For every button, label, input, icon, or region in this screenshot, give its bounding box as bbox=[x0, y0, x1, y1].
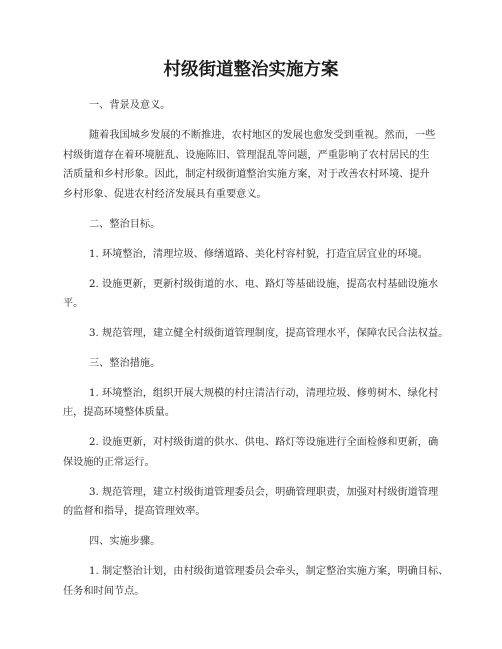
paragraph-line: 平。 bbox=[63, 298, 84, 309]
section-heading-goals: 二、整治目标。 bbox=[89, 219, 161, 230]
paragraph-line: 庄，提高环境整体质量。 bbox=[63, 407, 176, 418]
paragraph-line: 保设施的正常运行。 bbox=[63, 457, 155, 468]
paragraph-line: 1. 环境整治，清理垃圾、修缮道路、美化村容村貌，打造宜居宜业的环境。 bbox=[89, 249, 428, 260]
paragraph-line: 2. 设施更新，更新村级街道的水、电、路灯等基础设施，提高农村基础设施水 bbox=[89, 279, 439, 290]
paragraph-line: 1. 制定整治计划，由村级街道管理委员会牵头，制定整治实施方案，明确目标、 bbox=[89, 566, 449, 577]
paragraph-line: 乡村形象、促进农村经济发展具有重要意义。 bbox=[63, 189, 267, 200]
paragraph-line: 的监督和指导，提高管理效率。 bbox=[63, 506, 206, 517]
section-heading-measures: 三、整治措施。 bbox=[89, 358, 161, 369]
paragraph-line: 村级街道存在着环境脏乱、设施陈旧、管理混乱等问题，严重影响了农村居民的生 bbox=[63, 150, 430, 161]
paragraph-line: 任务和时间节点。 bbox=[63, 586, 145, 597]
document-title: 村级街道整治实施方案 bbox=[163, 60, 339, 80]
paragraph-line: 2. 设施更新，对村级街道的供水、供电、路灯等设施进行全面检修和更新，确 bbox=[89, 437, 439, 448]
paragraph-line: 3. 规范管理，建立健全村级街道管理制度，提高管理水平，保障农民合法权益。 bbox=[89, 328, 449, 339]
section-heading-background: 一、背景及意义。 bbox=[89, 100, 171, 111]
paragraph-line: 随着我国城乡发展的不断推进，农村地区的发展也愈发受到重视。然而，一些 bbox=[89, 130, 436, 141]
paragraph-line: 活质量和乡村形象。因此，制定村级街道整治实施方案，对于改善农村环境、提升 bbox=[63, 169, 430, 180]
paragraph-line: 1. 环境整治，组织开展大规模的村庄清洁行动，清理垃圾、修剪树木、绿化村 bbox=[89, 388, 439, 399]
paragraph-line: 3. 规范管理，建立村级街道管理委员会，明确管理职责，加强对村级街道管理 bbox=[89, 487, 439, 498]
section-heading-steps: 四、实施步骤。 bbox=[89, 536, 161, 547]
